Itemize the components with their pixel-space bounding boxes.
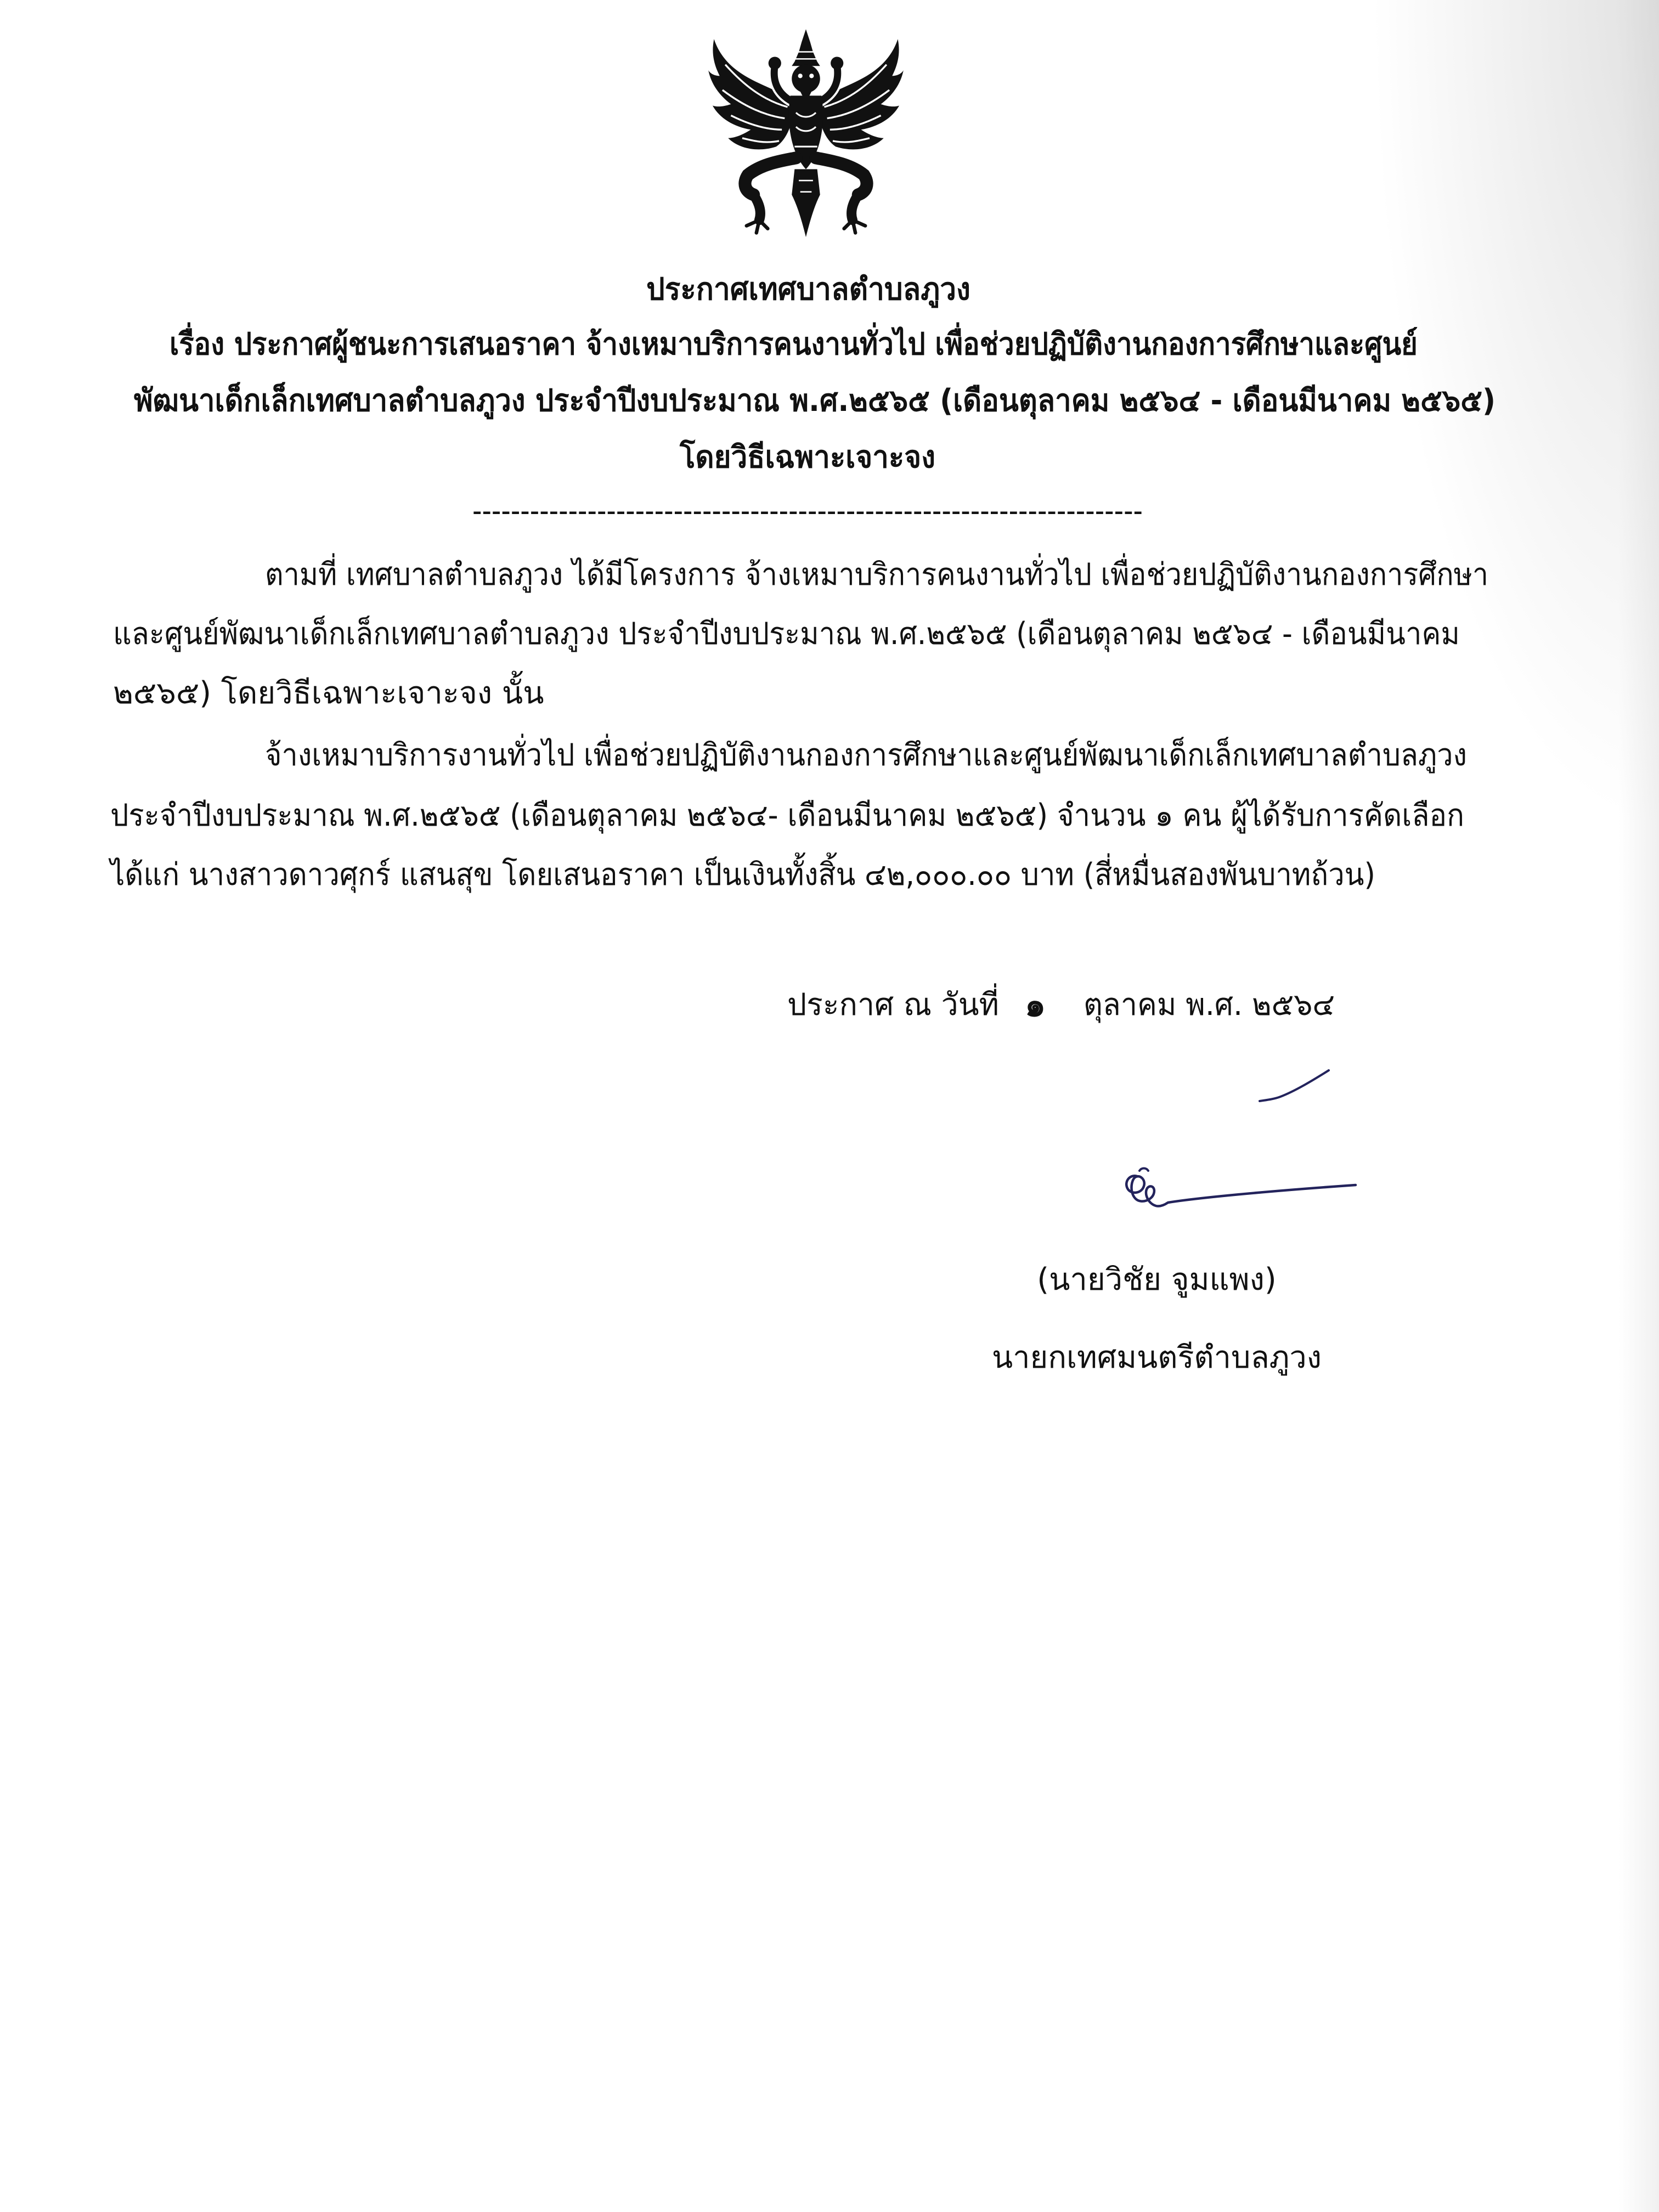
date-month-year: [1084, 985, 1335, 1025]
paragraph-2-line-2: [110, 796, 1464, 836]
paragraph-1-line-2: [113, 614, 1460, 654]
garuda-emblem: [706, 27, 906, 240]
subject-line-1: [170, 325, 1418, 364]
signatory-name-text: (นายวิชัย จูมแพง): [1037, 1262, 1277, 1297]
date-prefix-text: ประกาศ ณ วันที่: [787, 987, 999, 1023]
paragraph-1-line-1: [265, 555, 1488, 595]
signature: [1119, 1163, 1360, 1223]
garuda-tail: [792, 169, 820, 237]
signature-tick-mark: [1256, 1067, 1333, 1105]
subject-line-3: [680, 438, 935, 477]
paragraph-1-line-3-text: ๒๕๖๕) โดยวิธีเฉพาะเจาะจง นั้น: [113, 675, 544, 711]
separator-line: [472, 492, 1143, 531]
paragraph-2-line-3: [110, 855, 1375, 895]
paragraph-2-line-2-text: ประจำปีงบประมาณ พ.ศ.๒๕๖๕ (เดือนตุลาคม ๒๕๖๔- เดือนมีนาคม ๒๕๖๕) จำนวน ๑ คน ผู้ได้รับการคัดเลือก: [110, 798, 1464, 833]
subject-line-3-text: โดยวิธีเฉพาะเจาะจง: [680, 439, 935, 475]
paragraph-1-line-1-text: ตามที่ เทศบาลตำบลภูวง ได้มีโครงการ จ้างเหมาบริการคนงานทั่วไป เพื่อช่วยปฏิบัติงานกองการศึกษา: [265, 557, 1489, 592]
announcement-title: [646, 270, 970, 309]
date-day: [1025, 985, 1058, 1025]
paragraph-1-line-2-text: และศูนย์พัฒนาเด็กเล็กเทศบาลตำบลภูวง ประจำปีงบประมาณ พ.ศ.๒๕๖๕ (เดือนตุลาคม ๒๕๖๔ - เดือนมีนาคม: [113, 616, 1460, 652]
subject-line-2-text: พัฒนาเด็กเล็กเทศบาลตำบลภูวง ประจำปีงบประมาณ พ.ศ.๒๕๖๕ (เดือนตุลาคม ๒๕๖๔ - เดือนมีนาคม ๒๕๖๕): [134, 383, 1496, 419]
subject-line-1-text: เรื่อง ประกาศผู้ชนะการเสนอราคา จ้างเหมาบริการคนงานทั่วไป เพื่อช่วยปฏิบัติงานกองการศึกษาและศูนย์: [170, 326, 1418, 362]
signatory-name: [1037, 1260, 1277, 1300]
separator-text: ----------------------------------------------------------------------: [472, 493, 1143, 529]
subject-line-2: [134, 381, 1496, 421]
paragraph-1-line-3: [113, 674, 558, 713]
paragraph-2-line-1: [265, 736, 1467, 775]
date-month-year-text: ตุลาคม พ.ศ. ๒๕๖๔: [1084, 987, 1335, 1023]
paragraph-2-line-3-text: ได้แก่ นางสาวดาวศุกร์ แสนสุข โดยเสนอราคา เป็นเงินทั้งสิ้น ๔๒,๐๐๐.๐๐ บาท (สี่หมื่นสองพันบาทถ้วน): [110, 857, 1376, 893]
date-prefix: [787, 985, 999, 1025]
date-day-text: ๑: [1025, 986, 1046, 1024]
garuda-crown: [792, 29, 820, 66]
announcement-title-text: ประกาศเทศบาลตำบลภูวง: [646, 272, 970, 307]
signatory-position: [992, 1338, 1322, 1378]
paragraph-2-line-1-text: จ้างเหมาบริการงานทั่วไป เพื่อช่วยปฏิบัติงานกองการศึกษาและศูนย์พัฒนาเด็กเล็กเทศบาลตำบลภูวง: [265, 737, 1468, 773]
signatory-position-text: นายกเทศมนตรีตำบลภูวง: [992, 1340, 1322, 1375]
